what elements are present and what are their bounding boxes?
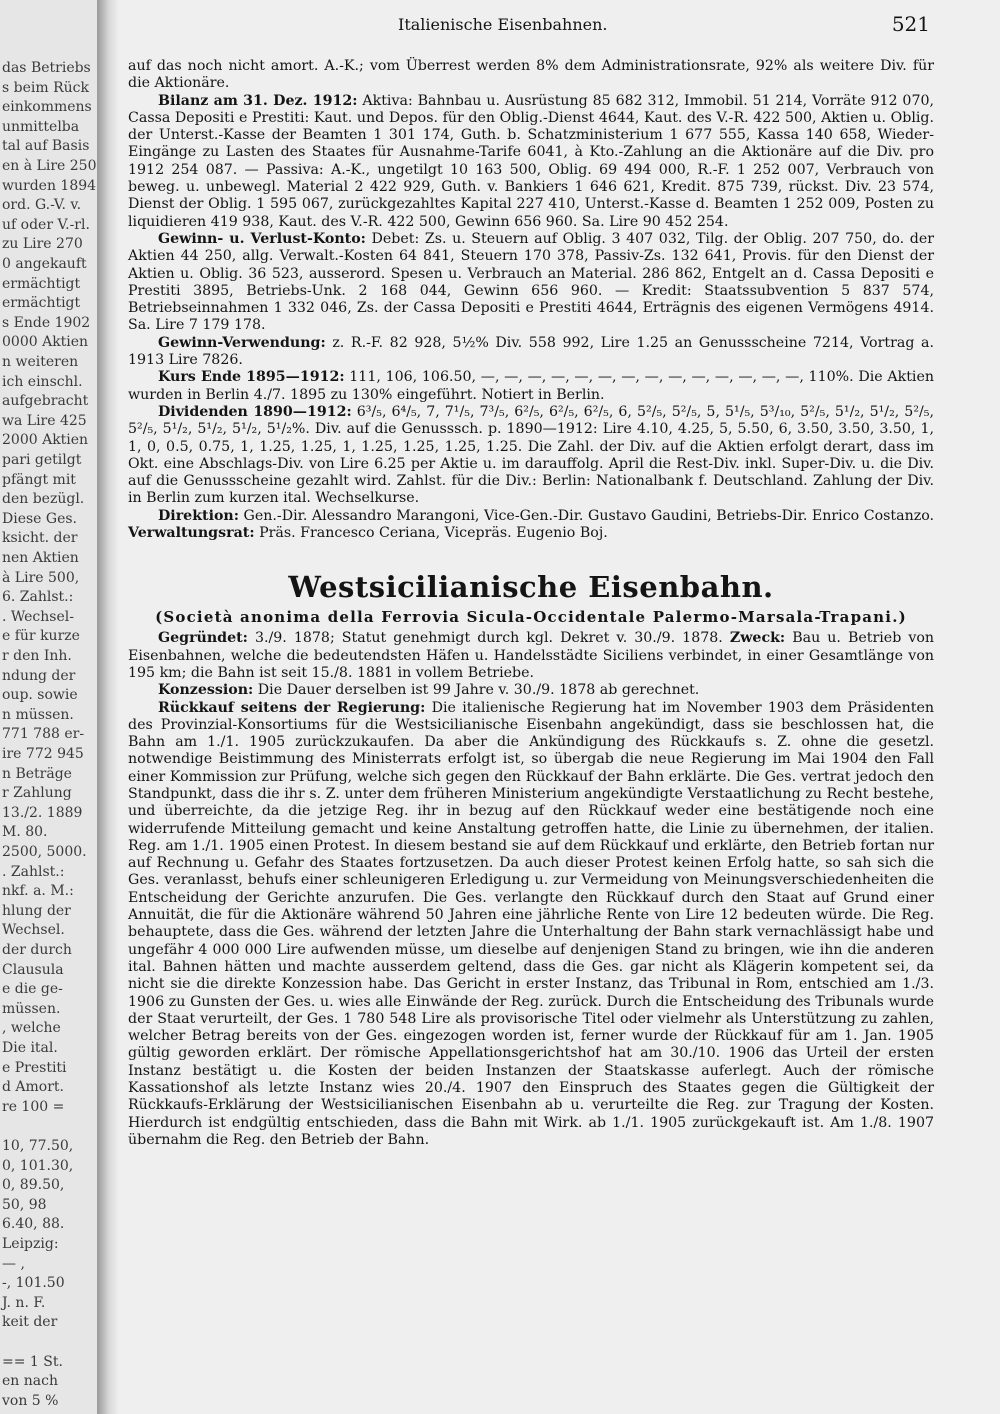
bleed-line: ermächtigt <box>2 275 81 292</box>
bleed-line: tal auf Basis <box>2 138 90 155</box>
buyback-label: Rückkauf seitens der Regierung: <box>158 699 426 716</box>
bleed-line: nkf. a. M.: <box>2 883 74 900</box>
bleed-line: n müssen. <box>2 706 74 723</box>
bleed-line: den bezügl. <box>2 491 85 508</box>
profit-use-label: Gewinn-Verwendung: <box>158 334 326 351</box>
bleed-line: ich einschl. <box>2 373 83 390</box>
bleed-line: n Beträge <box>2 765 72 782</box>
bleed-line: Leipzig: <box>2 1236 59 1252</box>
bleed-line: 13./2. 1889 <box>2 804 83 821</box>
balance-sheet-text: Aktiva: Bahnbau u. Ausrüstung 85 682 312, Immobil. 51 214, Vorräte 912 070, Cassa Depositi e Prestiti: Kaut. und Depos. für den Oblig.-Dienst 4644, Kaut. des V.-R. 422 500, Aktien u. Oblig. der Unterst.-Kasse der Beamten 1 301 174, Guth. b. Schatzministerium 1 677 555, Kassa 140 658, Wieder-Eingänge zu Lasten des Staates für Ausnahme-Tarife 6041, à Kto.-Zahlung an die Aktionäre auf die Div. pro 1912 254 087. — Passiva: A.-K., ungetilgt 10 163 500, Oblig. 69 494 000, R.-F. 1 252 007, Verbrauch von beweg. u. unbewegl. Material 2 422 929, Guth. v. Bankiers 1 646 621, Kredit. 875 739, rückst. Div. 23 574, Dienst der Oblig. 1 595 067, zurückgezahltes Kapital 227 410, Unterst.-Kasse d. Beamten 1 252 009, Posten zu liquidieren 419 938, Kaut. des V.-R. 422 500, Gewinn 656 960. Sa. Lire 90 452 254. <box>128 92 935 230</box>
bleed-line: 10, 77.50, <box>2 1138 74 1154</box>
founded-text: 3./9. 1878; Statut genehmigt durch kgl. Dekret v. 30./9. 1878. <box>254 630 723 647</box>
bleed-line: das Betriebs <box>2 60 91 76</box>
bleed-line: aufgebracht <box>2 393 89 410</box>
bleed-line: en nach <box>2 1373 58 1390</box>
bleed-line: 0, 101.30, <box>2 1157 74 1174</box>
management-label: Direktion: <box>158 507 239 524</box>
bleed-line: 6.40, 88. <box>2 1216 65 1233</box>
profit-use-paragraph <box>128 335 934 370</box>
bleed-line: ire 772 945 <box>2 746 84 762</box>
section-subtitle: (Società anonima della Ferrovia Sicula-Occidentale Palermo-Marsala-Trapani.) <box>155 608 907 627</box>
profit-loss-label: Gewinn- u. Verlust-Konto: <box>158 230 366 247</box>
bleed-line: d Amort. <box>2 1079 64 1096</box>
bleed-line: == 1 St. <box>2 1353 63 1370</box>
founding-paragraph <box>128 630 934 682</box>
bleed-line: r Zahlung <box>2 785 72 802</box>
bleed-line: s beim Rück <box>2 79 89 96</box>
bleed-line: nen Aktien <box>2 550 79 566</box>
bleed-line: en à Lire 250 <box>2 158 97 174</box>
purpose-label: Zweck: <box>729 630 786 647</box>
dividend-distribution-paragraph: auf das noch nicht amort. A.-K.; vom Überrest werden 8% dem Administrationsrate, 92% als weitere Div. für die Aktionäre. <box>128 58 934 92</box>
bleed-line: 0000 Aktien <box>2 334 89 351</box>
running-head <box>128 12 934 44</box>
bleed-line: unmittelba <box>2 118 80 135</box>
section-title: Westsicilianische Eisenbahn. <box>288 570 774 605</box>
bleed-line: Die ital. <box>2 1040 58 1056</box>
dividends-text: 6³/₅, 6⁴/₅, 7, 7¹/₅, 7³/₅, 6²/₅, 6²/₅, 6²/₅, 6, 5²/₅, 5²/₅, 5, 5¹/₅, 5³/₁₀, 5²/₅, 5¹/₂, 5¹/₂, 5²/₅, 5²/₅, 5¹/₂, 5¹/₂, 5¹/₂, 5¹/₂%. Div. auf die Genusssch. p. 1890—1912: Lire 4.10, 4.25, 5, 5.50, 6, 3.50, 3.50, 3.50, 1, 1, 0, 0.5, 0.75, 1, 1.25, 1.25, 1, 1.25, 1.25, 1.25, 1.25. Die Zahl. der Div. auf die Aktien erfolgt derart, dass im Okt. eine Abschlags-Div. von Lire 6.25 per Aktie u. im darauffolg. April die Rest-Div. inkl. Super-Div. u. die Div. auf die Genussscheine gezahlt wird. Zahlst. für die Div.: Berlin: Nationalbank f. Deutschland. Zahlung der Div. in Berlin zum kurzen ital. Wechselkurse. <box>128 403 935 507</box>
bleed-line: — , <box>2 1255 25 1272</box>
bleed-line: pfängt mit <box>2 471 76 488</box>
profit-use-text: z. R.-F. 82 928, 5½% Div. 558 992, Lire 1.25 an Genussscheine 7214, Vortrag a. 1913 Lire 7826. <box>128 334 934 369</box>
bleed-line: pari getilgt <box>2 452 82 468</box>
buyback-text: Die italienische Regierung hat im November 1903 dem Präsidenten des Provinzial-Konsortiums für die Westsicilianische Eisenbahn angekündigt, dass sie beschlossen hat, die Bahn am 1./1. 1905 zurückzukaufen. Da aber die Ankündigung des Rückkaufs s. Z. ohne die gesetzl. notwendige Beistimmung des Ministerrats erfolgt ist, so übergab die neue Regierung im Mai 1904 den Fall einer Kommission zur Prüfung, welche sich gegen den Rückkauf der Bahn erklärte. Die Ges. vertrat jedoch den Standpunkt, dass die ihr s. Z. unter dem früheren Ministerium angekündigte Verstaatlichung zu Recht bestehe, und überreichte, da die jetzige Reg. ihr in bezug auf den Rückkauf weder eine bestätigende noch eine widerrufende Mitteilung gemacht und keine Anstaltung getroffen hatte, die Linie zu übernehmen, der italien. Reg. am 1./1. 1905 einen Protest. In diesem bestand sie auf dem Rückkauf und erklärte, den Betrieb fortan nur auf Rechnung u. Gefahr des Staates fortzusetzen. Da auch dieser Protest keinen Erfolg hatte, so sah sich die Ges. veranlasst, behufs einer schleunigeren Erledigung u. zur Vermeidung von Meinungsverschiedenheiten die Entscheidung der Gerichte anzurufen. Die Ges. verlangte den Rückkauf durch den Staat auf Grund einer Annuität, die für die Aktionäre während 50 Jahren eine jährliche Rente von Lire 12 bedeuten würde. Die Reg. behauptete, dass die Ges. während der letzten Jahre die Unterhaltung der Bahn stark vernachlässigt habe und ungefähr 4 000 000 Lire aufwenden müsse, um dieselbe auf denjenigen Stand zu bringen, wie ihn die anderen ital. Bahnen hätten und machte ausserdem geltend, dass die Ges. gar nicht als Klägerin kompetent sei, da nicht sie die direkte Konzession habe. Das Gericht in erster Instanz, das Tribunal in Rom, entschied am 1./3. 1906 zu Gunsten der Ges. u. wies alle Einwände der Reg. zurück. Durch die Entscheidung des Tribunals wurde der Staat verurteilt, der Ges. 1 780 548 Lire als provisorische Titel oder vielmehr als Unterstützung zu zahlen, welcher Betrag bereits von der Ges. eingezogen worden ist, ferner wurde der Rückkauf für am 1. Jan. 1905 gültig geworden erklärt. Der römische Appellationsgerichtshof hat am 30./10. 1906 das Urteil der ersten Instanz bestätigt u. die Kosten der beiden Instanzen der Staatskasse auferlegt. Auch der römische Kassationshof als letzte Instanz wies 20./4. 1907 den Einspruch des Staates gegen die Gültigkeit der Rückkaufs-Erklärung der Westsicilianischen Eisenbahn ab u. verurteilte die Reg. zur Tragung der Kosten. Hierdurch ist endgültig entschieden, dass die Bahn mit Wirk. ab 1./1. 1905 zurückgekauft ist. Am 1./8. 1907 übernahm die Reg. den Betrieb der Bahn. <box>128 699 934 1148</box>
bleed-line: Clausula <box>2 961 64 978</box>
bleed-line: e die ge- <box>2 981 63 998</box>
balance-sheet-label: Bilanz am 31. Dez. 1912: <box>158 92 358 109</box>
bleed-line: M. 80. <box>2 824 48 841</box>
dividends-label: Dividenden 1890—1912: <box>158 403 352 420</box>
bleed-line: uf oder V.-rl. <box>2 216 90 233</box>
concession-paragraph <box>128 682 934 699</box>
concession-label: Konzession: <box>158 682 254 699</box>
bleed-line: e Prestiti <box>2 1059 67 1076</box>
bleed-line: 6. Zahlst.: <box>2 589 74 606</box>
bleed-line: -, 101.50 <box>2 1275 65 1292</box>
purpose-text: Bau u. Betrieb von Eisenbahnen, welche die bedeutendsten Häfen u. Handelsstädte Siciliens verbindet, in einer Gesamtlänge von 195 km; die Bahn ist seit 15./8. 1881 in vollem Betriebe. <box>128 630 935 681</box>
bleed-line: 0 angekauft <box>2 256 87 272</box>
bleed-line: 50, 98 <box>2 1196 47 1213</box>
bleed-line: J. n. F. <box>2 1294 46 1311</box>
bleed-line: müssen. <box>2 1000 61 1017</box>
bleed-line: 2500, 5000. <box>2 844 87 860</box>
previous-page-bleed <box>0 0 108 1414</box>
bleed-line: hlung der <box>2 902 71 919</box>
bleed-line: s Ende 1902 <box>2 314 91 331</box>
concession-text: Die Dauer derselben ist 99 Jahre v. 30./9. 1878 ab gerechnet. <box>257 682 700 699</box>
bleed-line: ksicht. der <box>2 530 78 547</box>
board-text: Präs. Francesco Ceriana, Vicepräs. Eugenio Boj. <box>259 525 608 542</box>
bleed-line: einkommens <box>2 99 92 116</box>
bleed-line: oup. sowie <box>2 687 78 704</box>
page-number: 521 <box>891 12 930 36</box>
bleed-line: Wechsel. <box>2 922 65 939</box>
bleed-line: 0, 89.50, <box>2 1177 65 1194</box>
bleed-line: . Zahlst.: <box>2 863 65 880</box>
bleed-line: r den Inh. <box>2 648 72 664</box>
book-gutter-shadow <box>97 0 119 1414</box>
bleed-line: ord. G.-V. v. <box>2 197 82 214</box>
bleed-line: e für kurze <box>2 628 80 645</box>
dividends-paragraph <box>128 404 934 508</box>
balance-sheet-paragraph <box>128 93 934 231</box>
buyback-paragraph <box>128 700 934 1150</box>
bleed-line: zu Lire 270 <box>2 236 83 253</box>
board-label: Verwaltungsrat: <box>128 525 255 542</box>
bleed-line: re 100 = <box>2 1098 65 1115</box>
bleed-line: . Wechsel- <box>2 608 74 625</box>
bleed-line: ermächtigt <box>2 295 81 312</box>
bleed-line: à Lire 500, <box>2 569 80 586</box>
bleed-line: Diese Ges. <box>2 510 78 527</box>
bleed-line: von 5 % <box>2 1392 59 1409</box>
management-paragraph <box>128 508 934 543</box>
bleed-line: ndung der <box>2 667 76 684</box>
bleed-line: wa Lire 425 <box>2 412 87 429</box>
bleed-line: keit der <box>2 1314 58 1331</box>
founded-label: Gegründet: <box>158 630 248 647</box>
share-price-label: Kurs Ende 1895—1912: <box>158 369 345 386</box>
bleed-line: der durch <box>2 942 72 958</box>
bleed-line: , welche <box>2 1020 61 1037</box>
share-price-text: 111, 106, 106.50, —, —, —, —, —, —, —, —, —, —, —, —, —, —, 110%. Die Aktien wurden in Berlin 4./7. 1895 zu 130% eingeführt. Notiert in Berlin. <box>128 369 934 403</box>
bleed-line: 2000 Aktien <box>2 432 89 449</box>
running-title: Italienische Eisenbahnen. <box>398 15 608 34</box>
bleed-line: n weiteren <box>2 354 79 370</box>
bleed-line: wurden 1894 <box>2 177 97 194</box>
profit-loss-text: Debet: Zs. u. Steuern auf Oblig. 3 407 032, Tilg. der Oblig. 207 750, do. der Aktien 44 250, allg. Verwalt.-Kosten 64 841, Steuern 170 378, Passiv-Zs. 132 641, Provis. für den Dienst der Aktien u. Oblig. 36 523, ausserord. Spesen u. Verbrauch an Material. 286 862, Entgelt an d. Cassa Depositi e Prestiti 3895, Betriebs-Unk. 2 168 044, Gewinn 656 960. — Kredit: Staatssubvention 5 837 574, Betriebseinnahmen 1 332 046, Zs. der Cassa Depositi e Prestiti 4644, Erträgnis des eigenen Vermögens 4914. Sa. Lire 7 179 178. <box>128 230 935 334</box>
management-text: Gen.-Dir. Alessandro Marangoni, Vice-Gen.-Dir. Gustavo Gaudini, Betriebs-Dir. Enrico Costanzo. <box>243 507 934 524</box>
share-price-paragraph <box>128 369 934 404</box>
document-page <box>128 12 935 1149</box>
profit-loss-paragraph <box>128 231 934 335</box>
bleed-line: 771 788 er- <box>2 726 85 743</box>
